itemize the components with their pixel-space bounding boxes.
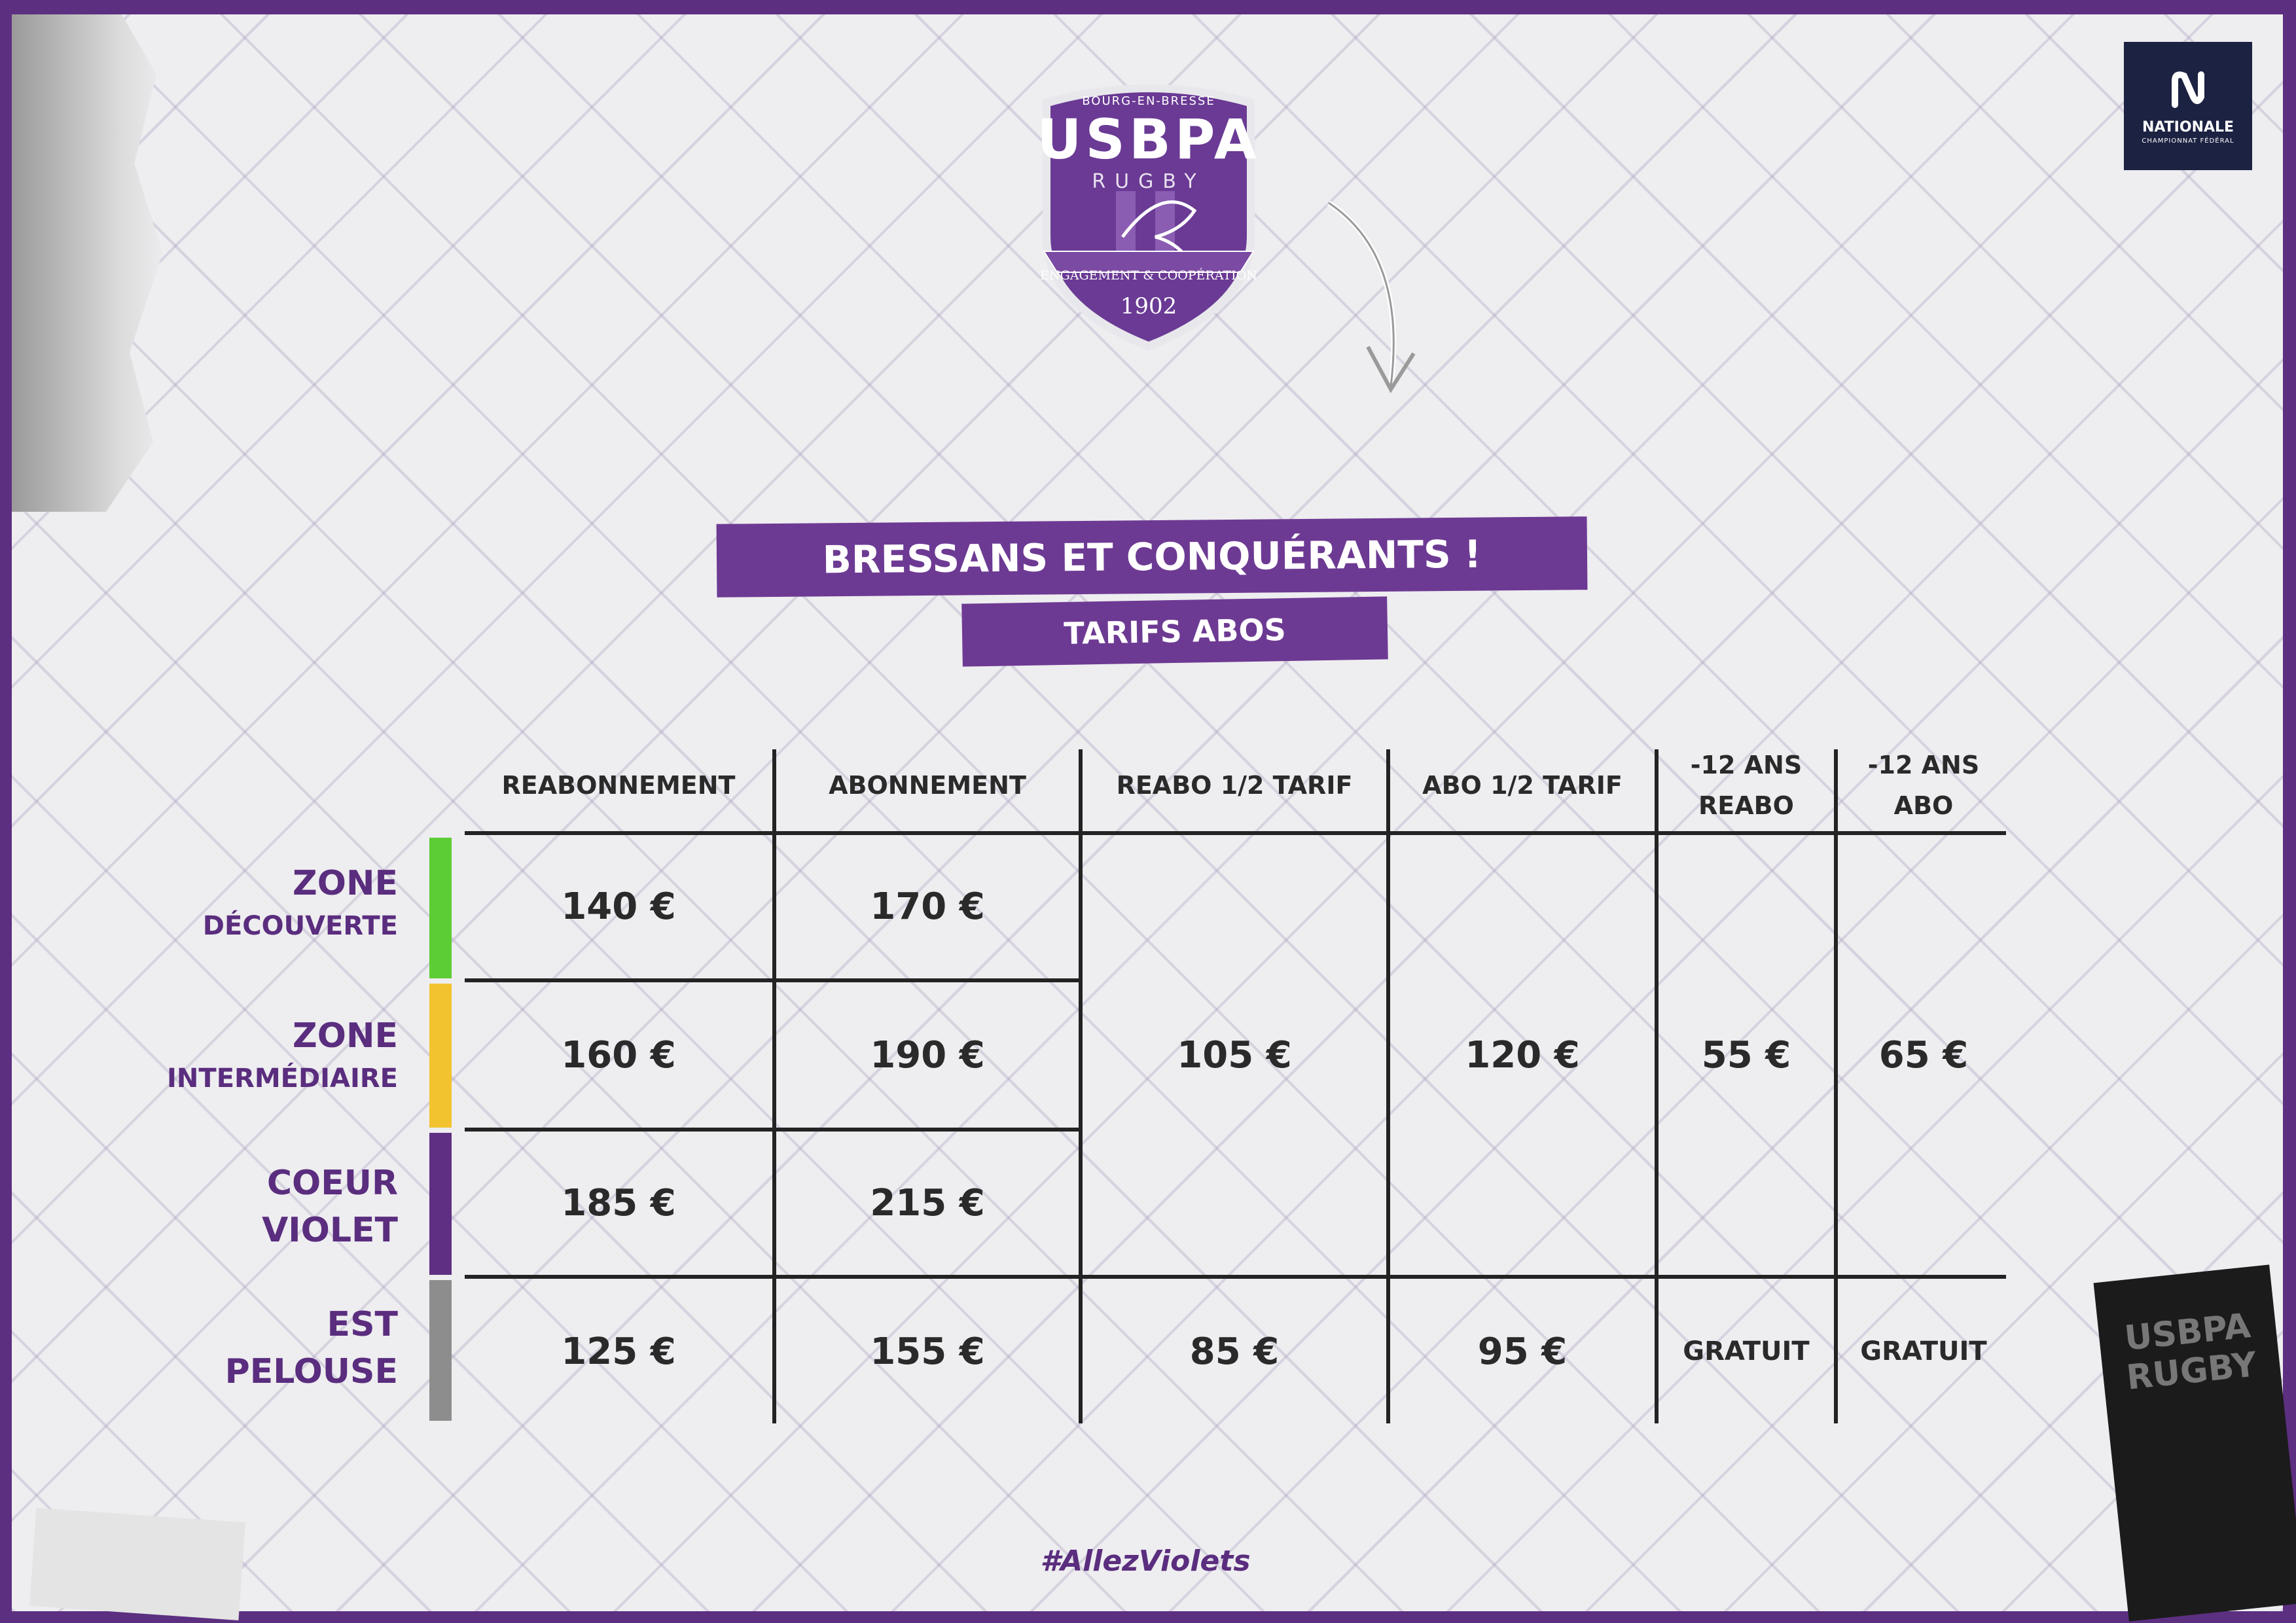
ticket-text: USBPA RUGBY (2123, 1306, 2259, 1398)
price-shared-reabo-half: 105 € (1177, 1033, 1292, 1077)
header-abonnement: ABONNEMENT (829, 771, 1026, 800)
zone-line1: EST (327, 1305, 398, 1344)
header-u12-abo-line1: -12 ANS (1867, 751, 1980, 779)
zone-label-decouverte (203, 861, 398, 946)
crest-year: 1902 (1120, 293, 1177, 319)
crest-top-text: BOURG-EN-BRESSE (1082, 94, 1215, 108)
title-banner: BRESSANS ET CONQUÉRANTS ! (717, 516, 1588, 597)
price-intermediaire-reabonnement: 160 € (561, 1033, 676, 1077)
header-u12-reabo (1659, 740, 1834, 831)
usbpa-crest (1031, 73, 1266, 355)
header-u12-reabo-line2: REABO (1698, 791, 1794, 820)
zone-line1: ZONE (293, 864, 398, 903)
zone-bar-decouverte (429, 838, 452, 978)
header-u12-abo-line2: ABO (1893, 791, 1954, 820)
league-subtitle: CHAMPIONNAT FÉDÉRAL (2142, 137, 2234, 145)
price-intermediaire-abonnement: 190 € (870, 1033, 985, 1077)
header-reabo-half: REABO 1/2 TARIF (1116, 771, 1353, 800)
price-shared-u12-abo: 65 € (1878, 1033, 1969, 1077)
price-est-pelouse-reabo-half: 85 € (1189, 1330, 1280, 1373)
zone-label-intermediaire (167, 1013, 398, 1098)
nationale-logo (2124, 42, 2252, 170)
zone-line2: PELOUSE (224, 1352, 398, 1391)
zone-bar-est-pelouse (429, 1280, 452, 1421)
zone-line1: ZONE (293, 1016, 398, 1056)
header-u12-abo (1838, 740, 2009, 831)
zone-bar-intermediaire (429, 984, 452, 1128)
crest-name: USBPA (1037, 107, 1261, 171)
subtitle-banner: TARIFS ABOS (961, 596, 1388, 666)
price-est-pelouse-u12-reabo: GRATUIT (1683, 1336, 1810, 1366)
zone-label-est-pelouse (225, 1301, 398, 1395)
price-decouverte-abonnement: 170 € (870, 885, 985, 928)
curved-arrow-icon (1322, 196, 1427, 399)
header-reabonnement: REABONNEMENT (501, 771, 736, 800)
header-abo-half: ABO 1/2 TARIF (1422, 771, 1623, 800)
price-est-pelouse-u12-abo: GRATUIT (1860, 1336, 1987, 1366)
torn-paper-edge (12, 14, 169, 512)
ticket-decoration (2094, 1264, 2296, 1621)
zone-label-coeur-violet (262, 1160, 398, 1254)
price-est-pelouse-reabonnement: 125 € (561, 1330, 676, 1373)
nationale-mark-icon (2163, 65, 2213, 115)
price-est-pelouse-abo-half: 95 € (1477, 1330, 1568, 1373)
price-est-pelouse-abonnement: 155 € (870, 1330, 985, 1373)
crest-motto: ENGAGEMENT & COOPÉRATION (1040, 268, 1257, 283)
price-coeur-violet-reabonnement: 185 € (561, 1182, 676, 1224)
crest-sport: RUGBY (1092, 170, 1206, 193)
zone-line1: COEUR (266, 1164, 398, 1203)
ticket-stub-decoration (29, 1508, 245, 1620)
zone-line2: DÉCOUVERTE (202, 911, 398, 941)
league-name: NATIONALE (2142, 119, 2234, 135)
hashtag: #AllezViolets (1040, 1544, 1251, 1578)
price-coeur-violet-abonnement: 215 € (870, 1182, 985, 1224)
zone-line2: VIOLET (262, 1211, 398, 1250)
price-decouverte-reabonnement: 140 € (561, 885, 676, 928)
price-shared-abo-half: 120 € (1465, 1033, 1580, 1077)
price-shared-u12-reabo: 55 € (1701, 1033, 1791, 1077)
zone-line2: INTERMÉDIAIRE (167, 1063, 398, 1094)
header-u12-reabo-line1: -12 ANS (1690, 751, 1803, 779)
zone-bar-coeur-violet (429, 1133, 452, 1275)
